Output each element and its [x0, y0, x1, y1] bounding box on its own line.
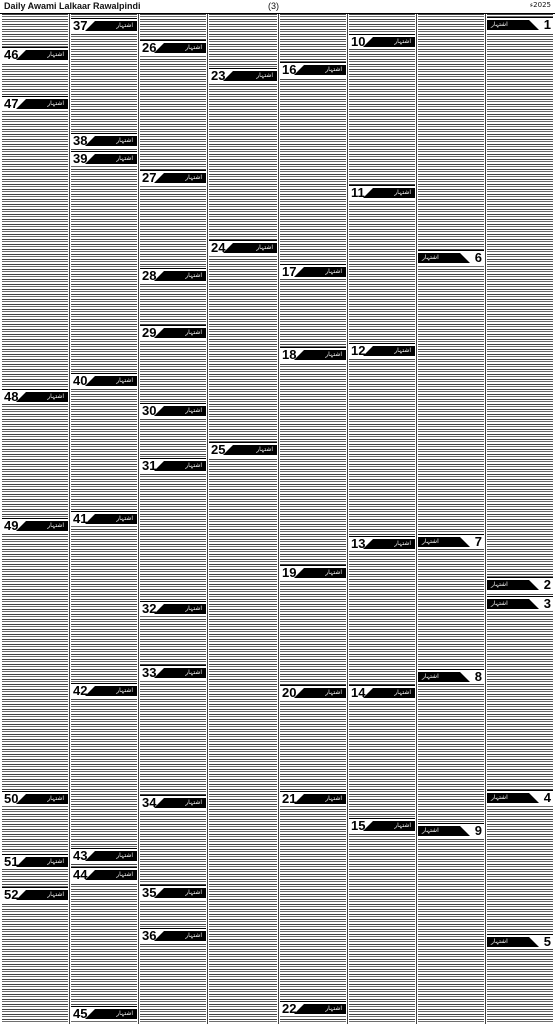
notice-18: [280, 347, 346, 362]
notice-label: اشتہار: [116, 377, 133, 384]
notice-40: [71, 373, 137, 388]
notice-29: [140, 325, 206, 340]
notice-number: 7: [474, 534, 482, 549]
notice-33: [140, 665, 206, 680]
notice-banner: [418, 537, 460, 547]
notice-number: 48: [4, 389, 19, 404]
notice-32: [140, 601, 206, 616]
notice-number: 8: [474, 669, 482, 684]
notice-number: 37: [73, 18, 88, 33]
notice-number: 41: [73, 511, 88, 526]
notice-label: اشتہار: [47, 51, 64, 58]
notice-15: [349, 818, 415, 833]
notice-number: 51: [4, 854, 19, 869]
notice-number: 40: [73, 373, 88, 388]
notice-label: اشتہار: [325, 268, 342, 275]
notice-banner: [26, 392, 68, 402]
notice-banner: [373, 688, 415, 698]
notice-label: اشتہار: [491, 938, 508, 945]
notice-banner: [304, 350, 346, 360]
notice-number: 49: [4, 518, 19, 533]
notice-banner: [304, 1004, 346, 1014]
notice-banner: [418, 253, 460, 263]
notice-label: اشتہار: [256, 244, 273, 251]
notice-banner: [233, 243, 277, 253]
notice-number: 10: [351, 34, 366, 49]
notice-label: اشتہار: [185, 932, 202, 939]
notice-banner: [233, 71, 277, 81]
notice-label: اشتہار: [185, 462, 202, 469]
notice-number: 11: [351, 185, 365, 200]
notice-number: 35: [142, 885, 157, 900]
notice-number: 19: [282, 565, 297, 580]
notice-banner: [164, 931, 206, 941]
notice-banner: [164, 406, 206, 416]
notice-2: [487, 577, 553, 592]
notice-banner: [373, 37, 415, 47]
notice-22: [280, 1001, 346, 1016]
notice-48: [2, 389, 68, 404]
notice-label: اشتہار: [422, 538, 439, 545]
notice-9: [418, 823, 484, 838]
notice-banner: [95, 376, 137, 386]
notice-number: 2: [543, 577, 551, 592]
notice-10: [349, 34, 415, 49]
notice-label: اشتہار: [116, 155, 133, 162]
notice-number: 9: [474, 823, 482, 838]
notice-number: 46: [4, 47, 19, 62]
notice-38: [71, 133, 137, 148]
notice-label: اشتہار: [394, 540, 411, 547]
notice-number: 34: [142, 795, 157, 810]
notice-46: [2, 47, 68, 62]
notice-banner: [418, 672, 460, 682]
notice-banner: [95, 136, 137, 146]
notice-banner: [304, 65, 346, 75]
notice-label: اشتہار: [491, 794, 508, 801]
notice-banner: [164, 798, 206, 808]
notice-31: [140, 458, 206, 473]
notice-number: 50: [4, 791, 19, 806]
notice-1: [487, 17, 553, 32]
notice-label: اشتہار: [491, 581, 508, 588]
notice-label: اشتہار: [116, 687, 133, 694]
notice-banner: [373, 188, 415, 198]
notice-banner: [164, 461, 206, 471]
notice-number: 16: [282, 62, 297, 77]
notice-banner: [95, 870, 137, 880]
notice-number: 39: [73, 151, 88, 166]
notice-banner: [487, 599, 529, 609]
notice-number: 5: [543, 934, 551, 949]
notice-28: [140, 268, 206, 283]
notice-label: اشتہار: [116, 871, 133, 878]
notice-label: اشتہار: [185, 799, 202, 806]
notice-banner: [26, 794, 68, 804]
notice-banner: [164, 173, 206, 183]
page-number: (3): [268, 1, 279, 11]
notice-label: اشتہار: [47, 522, 64, 529]
notice-number: 17: [282, 264, 297, 279]
notice-number: 33: [142, 665, 157, 680]
notice-12: [349, 343, 415, 358]
notice-17: [280, 264, 346, 279]
notice-14: [349, 685, 415, 700]
notice-number: 26: [142, 40, 157, 55]
notice-banner: [95, 851, 137, 861]
notice-label: اشتہار: [325, 66, 342, 73]
notice-label: اشتہار: [325, 689, 342, 696]
notice-24: [209, 240, 277, 255]
column-7: [418, 14, 484, 1024]
notice-50: [2, 791, 68, 806]
notice-banner: [304, 267, 346, 277]
notice-label: اشتہار: [422, 827, 439, 834]
notice-label: اشتہار: [394, 189, 411, 196]
notice-banner: [487, 580, 529, 590]
notice-label: اشتہار: [185, 889, 202, 896]
notice-banner: [26, 521, 68, 531]
notice-label: اشتہار: [47, 891, 64, 898]
column-8: [487, 14, 553, 1024]
notice-label: اشتہار: [185, 329, 202, 336]
notice-20: [280, 685, 346, 700]
notice-number: 23: [211, 68, 226, 83]
notice-37: [71, 18, 137, 33]
notice-number: 30: [142, 403, 157, 418]
notice-6: [418, 250, 484, 265]
notice-banner: [164, 43, 206, 53]
notice-label: اشتہار: [185, 669, 202, 676]
masthead: [0, 0, 555, 14]
notice-number: 6: [474, 250, 482, 265]
notice-45: [71, 1006, 137, 1021]
notice-3: [487, 596, 553, 611]
notice-4: [487, 790, 553, 805]
notice-banner: [95, 686, 137, 696]
notice-number: 4: [543, 790, 551, 805]
notice-number: 28: [142, 268, 157, 283]
notice-number: 21: [282, 791, 297, 806]
notice-11: [349, 185, 415, 200]
notice-label: اشتہار: [422, 254, 439, 261]
notice-5: [487, 934, 553, 949]
notice-number: 29: [142, 325, 157, 340]
notice-banner: [95, 1009, 137, 1019]
notice-label: اشتہار: [185, 605, 202, 612]
notice-27: [140, 170, 206, 185]
notice-number: 13: [351, 536, 366, 551]
notice-number: 3: [543, 596, 551, 611]
notice-label: اشتہار: [394, 689, 411, 696]
notice-number: 25: [211, 442, 226, 457]
notice-label: اشتہار: [116, 137, 133, 144]
notice-banner: [487, 793, 529, 803]
notice-number: 27: [142, 170, 157, 185]
notice-label: اشتہار: [491, 600, 508, 607]
notice-banner: [487, 20, 529, 30]
notice-banner: [95, 21, 137, 31]
notice-banner: [95, 154, 137, 164]
notice-number: 45: [73, 1006, 88, 1021]
notice-label: اشتہار: [47, 393, 64, 400]
notice-banner: [304, 568, 346, 578]
notice-30: [140, 403, 206, 418]
notice-label: اشتہار: [47, 858, 64, 865]
notice-banner: [164, 604, 206, 614]
notice-13: [349, 536, 415, 551]
notice-47: [2, 96, 68, 111]
notice-16: [280, 62, 346, 77]
notice-number: 15: [351, 818, 366, 833]
notice-label: اشتہار: [116, 852, 133, 859]
notice-label: اشتہار: [325, 351, 342, 358]
notice-25: [209, 442, 277, 457]
notice-number: 44: [73, 867, 88, 882]
notice-label: اشتہار: [256, 446, 273, 453]
notice-label: اشتہار: [116, 22, 133, 29]
notice-label: اشتہار: [491, 21, 508, 28]
notice-label: اشتہار: [116, 515, 133, 522]
column-3: [140, 14, 206, 1024]
column-4: [209, 14, 277, 1024]
notice-19: [280, 565, 346, 580]
notice-number: 12: [351, 343, 366, 358]
notice-banner: [304, 688, 346, 698]
notice-21: [280, 791, 346, 806]
notice-banner: [373, 539, 415, 549]
notice-label: اشتہار: [422, 673, 439, 680]
notice-number: 31: [142, 458, 157, 473]
newspaper-name: Daily Awami Lalkaar Rawalpindi: [4, 1, 141, 11]
notice-label: اشتہار: [47, 795, 64, 802]
notice-label: اشتہار: [325, 569, 342, 576]
notice-label: اشتہار: [185, 44, 202, 51]
column-5: [280, 14, 346, 1024]
notice-banner: [26, 857, 68, 867]
notice-label: اشتہار: [185, 174, 202, 181]
notice-52: [2, 887, 68, 902]
notice-banner: [164, 668, 206, 678]
notice-7: [418, 534, 484, 549]
notice-51: [2, 854, 68, 869]
notice-number: 22: [282, 1001, 297, 1016]
notice-banner: [26, 890, 68, 900]
notice-number: 14: [351, 685, 366, 700]
notice-43: [71, 848, 137, 863]
notice-number: 47: [4, 96, 19, 111]
notice-44: [71, 867, 137, 882]
notice-label: اشتہار: [394, 822, 411, 829]
notice-label: اشتہار: [394, 38, 411, 45]
notice-number: 36: [142, 928, 157, 943]
notice-banner: [164, 888, 206, 898]
notice-banner: [164, 328, 206, 338]
notice-banner: [164, 271, 206, 281]
notice-42: [71, 683, 137, 698]
issue-date: 2025ء: [529, 1, 551, 9]
notice-41: [71, 511, 137, 526]
notice-label: اشتہار: [325, 795, 342, 802]
notice-8: [418, 669, 484, 684]
notice-number: 38: [73, 133, 88, 148]
notice-banner: [304, 794, 346, 804]
notice-number: 20: [282, 685, 297, 700]
notice-banner: [373, 821, 415, 831]
notice-label: اشتہار: [185, 407, 202, 414]
notice-number: 52: [4, 887, 19, 902]
notice-label: اشتہار: [116, 1010, 133, 1017]
notice-number: 43: [73, 848, 88, 863]
notice-36: [140, 928, 206, 943]
notice-label: اشتہار: [394, 347, 411, 354]
notice-label: اشتہار: [325, 1005, 342, 1012]
notice-banner: [26, 99, 68, 109]
notice-banner: [26, 50, 68, 60]
notice-label: اشتہار: [47, 100, 64, 107]
notice-banner: [418, 826, 460, 836]
notice-banner: [373, 346, 415, 356]
notice-number: 24: [211, 240, 226, 255]
notice-26: [140, 40, 206, 55]
notice-label: اشتہار: [185, 272, 202, 279]
notice-49: [2, 518, 68, 533]
notice-number: 18: [282, 347, 297, 362]
notice-23: [209, 68, 277, 83]
notice-35: [140, 885, 206, 900]
notice-number: 32: [142, 601, 157, 616]
notice-number: 42: [73, 683, 88, 698]
notice-banner: [95, 514, 137, 524]
column-6: [349, 14, 415, 1024]
notice-34: [140, 795, 206, 810]
notice-39: [71, 151, 137, 166]
notice-number: 1: [543, 17, 551, 32]
notice-banner: [233, 445, 277, 455]
notice-banner: [487, 937, 529, 947]
notice-label: اشتہار: [256, 72, 273, 79]
